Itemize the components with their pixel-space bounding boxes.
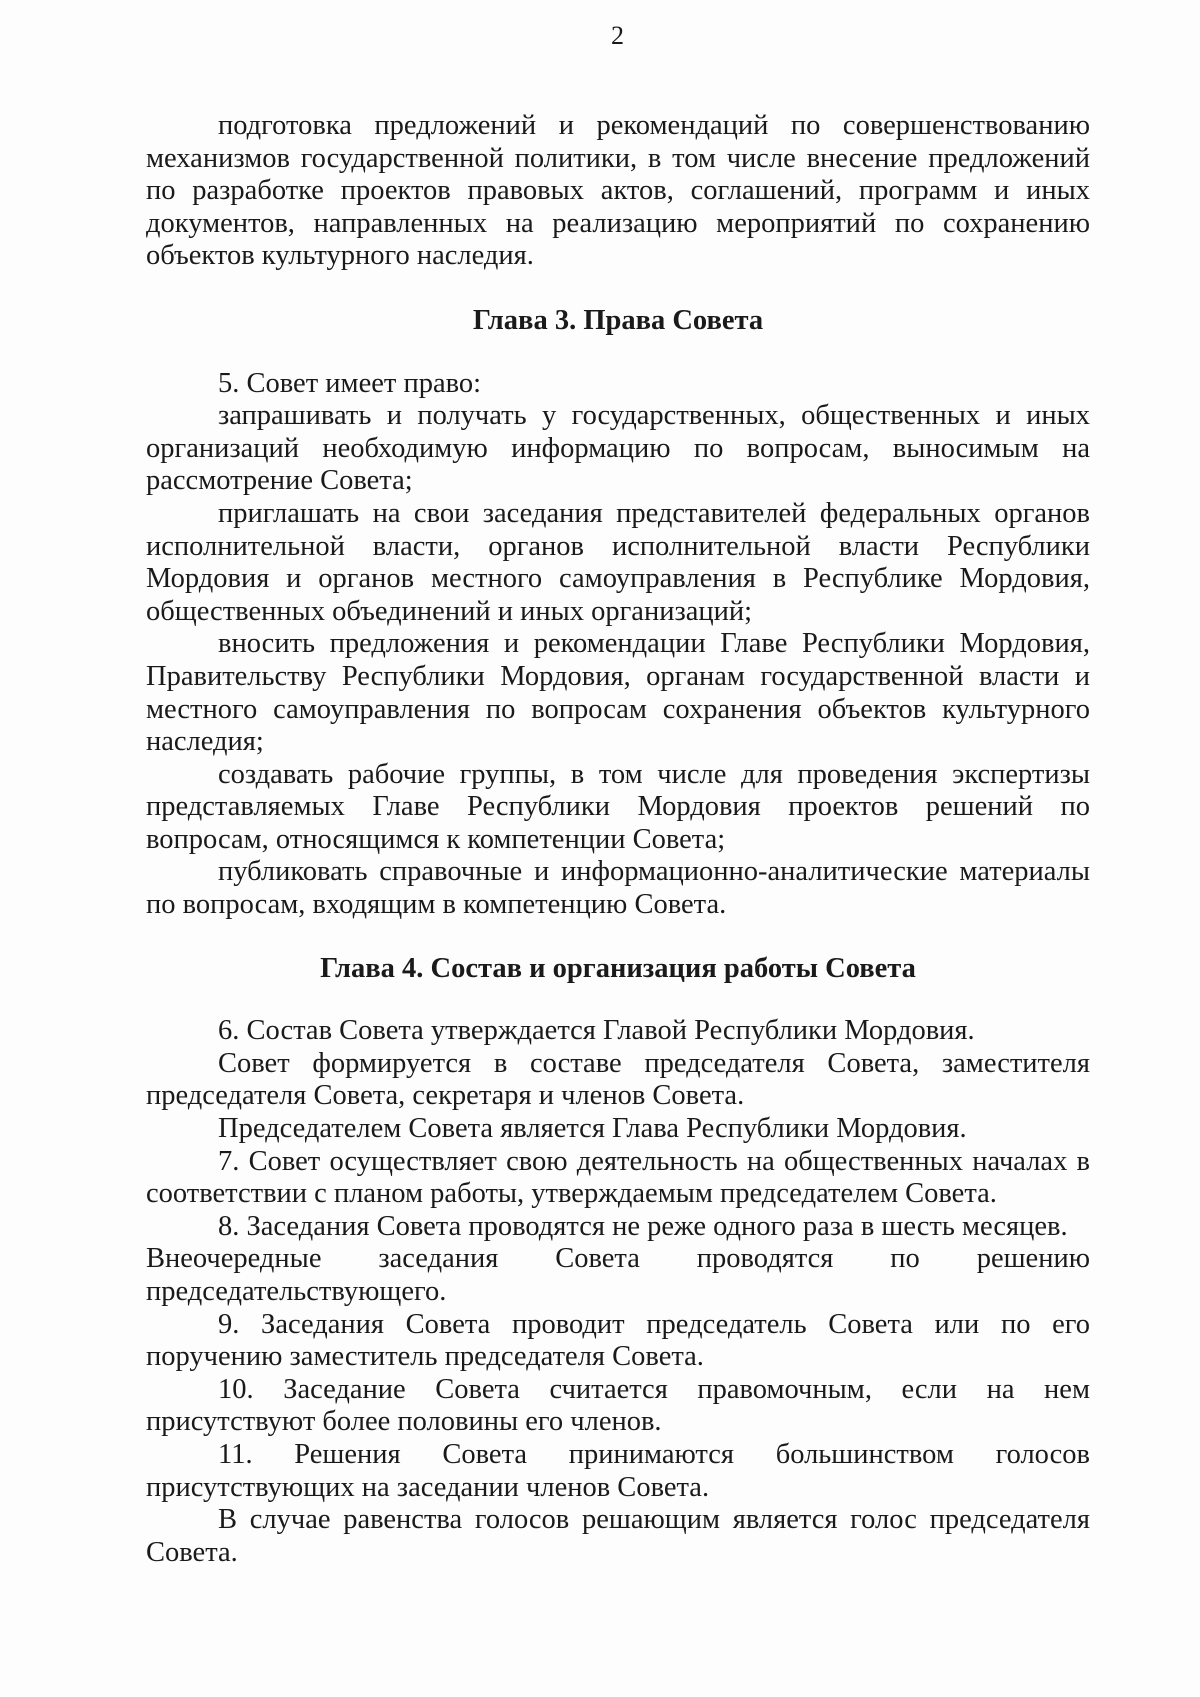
document-body [146, 110, 1090, 1569]
chapter-4-paragraph: Совет формируется в составе председателя Совета, заместителя председателя Совета, секретаря и членов Совета. [146, 1047, 1090, 1112]
chapter-3-paragraph: вносить предложения и рекомендации Главе Республики Мордовия, Правительству Республики Мордовия, органам государственной власти и местного самоуправления по вопросам сохранения объектов культурного наследия; [146, 628, 1090, 758]
chapter-4-paragraph: 9. Заседания Совета проводит председатель Совета или по его поручению заместитель председателя Совета. [146, 1308, 1090, 1373]
chapter-3-heading: Глава 3. Права Совета [472, 304, 764, 336]
chapter-4-paragraph: Председателем Совета является Глава Республики Мордовия. [218, 1113, 967, 1145]
chapter-3-paragraph: публиковать справочные и информационно-аналитические материалы по вопросам, входящим в компетенцию Совета. [146, 856, 1090, 921]
intro-paragraph: подготовка предложений и рекомендаций по совершенствованию механизмов государственной политики, в том числе внесение предложений по разработке проектов правовых актов, соглашений, программ и иных документов, направленных на реализацию мероприятий по сохранению объектов культурного наследия. [146, 110, 1090, 272]
chapter-4-heading: Глава 4. Состав и организация работы Совета [320, 952, 916, 984]
chapter-4-paragraph: 11. Решения Совета принимаются большинством голосов присутствующих на заседании членов Совета. [146, 1438, 1090, 1503]
chapter-4-paragraph: 7. Совет осуществляет свою деятельность на общественных началах в соответствии с планом работы, утверждаемым председателем Совета. [146, 1145, 1090, 1210]
chapter-3-paragraph: приглашать на свои заседания представителей федеральных органов исполнительной власти, органов исполнительной власти Республики Мордовия и органов местного самоуправления в Республике Мордовия, общественных объединений и иных организаций; [146, 497, 1090, 627]
chapter-4-paragraph: 6. Состав Совета утверждается Главой Республики Мордовия. [218, 1015, 975, 1047]
chapter-4-paragraph: 8. Заседания Совета проводятся не реже одного раза в шесть месяцев. [218, 1210, 1068, 1242]
chapter-4-paragraph: 10. Заседание Совета считается правомочным, если на нем присутствуют более половины его членов. [146, 1373, 1090, 1438]
chapter-4-paragraph: В случае равенства голосов решающим является голос председателя Совета. [146, 1504, 1090, 1568]
chapter-3-paragraph: запрашивать и получать у государственных, общественных и иных организаций необходимую информацию по вопросам, выносимым на рассмотрение Совета; [146, 400, 1090, 497]
page-number: 2 [611, 21, 624, 50]
chapter-3-paragraph: 5. Совет имеет право: [218, 367, 482, 399]
chapter-4-paragraph: Внеочередные заседания Совета проводятся по решению председательствующего. [146, 1243, 1090, 1307]
chapter-3-paragraph: создавать рабочие группы, в том числе для проведения экспертизы представляемых Главе Республики Мордовия проектов решений по вопросам, относящимся к компетенции Совета; [146, 758, 1090, 855]
